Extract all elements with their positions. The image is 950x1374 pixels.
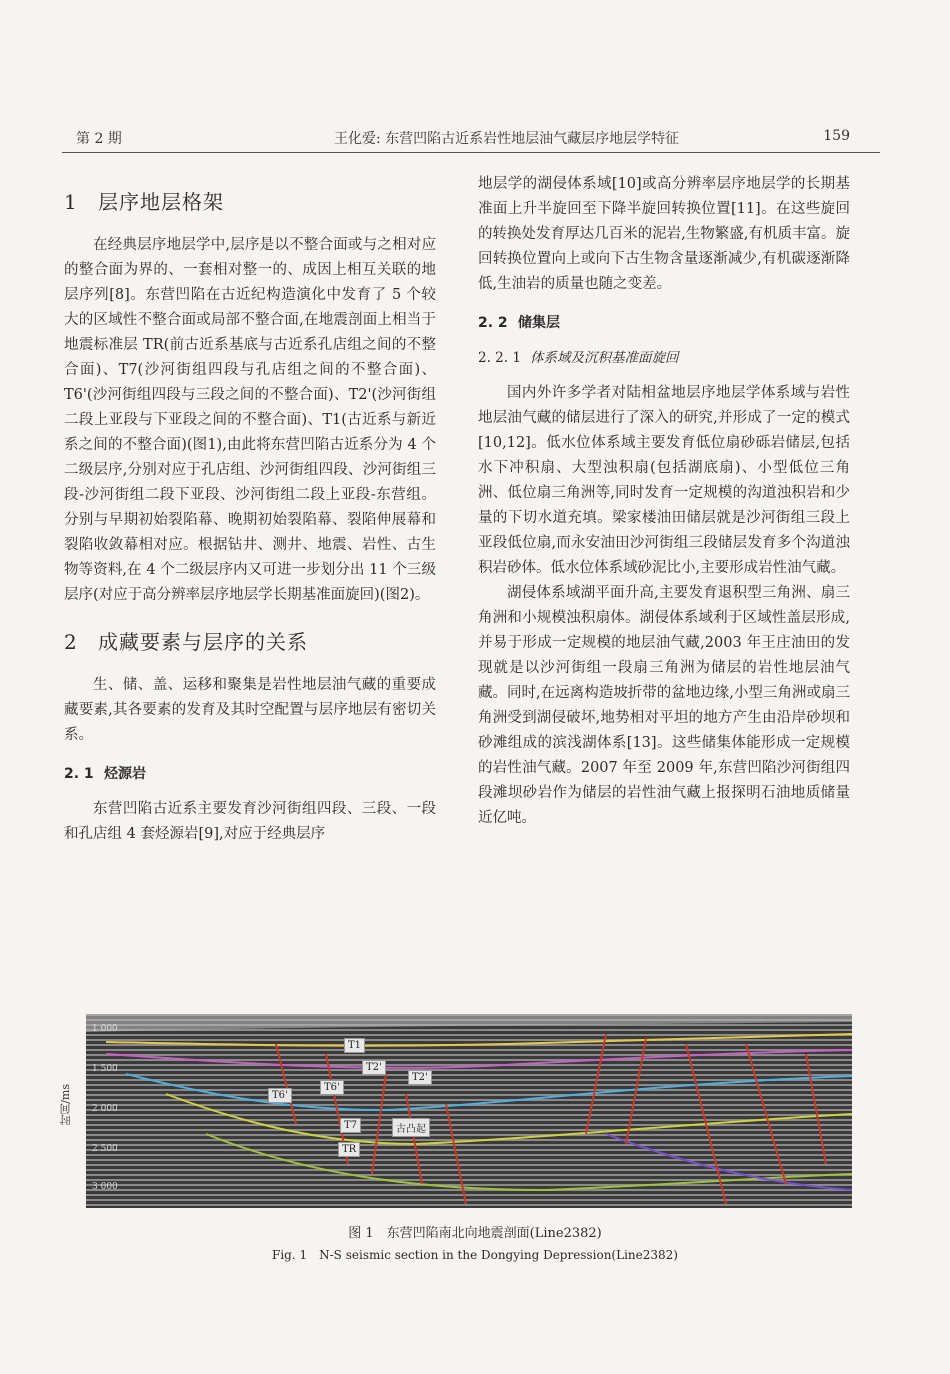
section-2-1-paragraph: 东营凹陷古近系主要发育沙河街组四段、三段、一段和孔店组 4 套烃源岩[9],对应于经典层序 bbox=[64, 801, 436, 842]
label-t7: T7 bbox=[340, 1118, 361, 1133]
section-2-2-1-title: 体系域及沉积基准面旋回 bbox=[530, 350, 679, 366]
section-1-heading bbox=[64, 190, 436, 215]
section-2-title: 成藏要素与层序的关系 bbox=[98, 630, 308, 654]
section-2-2-heading bbox=[478, 311, 850, 336]
label-t2-top: T2' bbox=[362, 1060, 386, 1075]
label-t1: T1 bbox=[344, 1038, 365, 1053]
seismic-section-figure bbox=[86, 1014, 852, 1208]
running-header bbox=[64, 128, 880, 150]
section-1-title: 层序地层格架 bbox=[98, 190, 224, 214]
section-2-1-number: 2. 1 bbox=[64, 766, 94, 782]
y-tick-1000: 1 000 bbox=[92, 1024, 118, 1034]
y-tick-3000: 3 000 bbox=[92, 1182, 118, 1192]
left-column bbox=[64, 172, 436, 847]
label-tr: TR bbox=[338, 1142, 360, 1157]
y-axis-label: 时间/ms bbox=[59, 1084, 72, 1126]
section-1-paragraph: 在经典层序地层学中,层序是以不整合面或与之相对应的整合面为界的、一套相对整一的、成因上相互关联的地层序列[8]。东营凹陷在古近纪构造演化中发育了 5 个较大的区域性不整合面或局部不整合面,在地震剖面上相当于地震标准层 TR(前古近系基底与古近系孔店组之间的不整合面)、T7(沙河街组四段与孔店组之间的不整合面)、T6'(沙河街组四段与三段之间的不整合面)、T2'(沙河街组二段上亚段与下亚段之间的不整合面)、T1(古近系与新近系之间的不整合面)(图1),由此将东营凹陷古近系分为 4 个二级层序,分别对应于孔店组、沙河街组四段、沙河街组三段-沙河街组二段下亚段、沙河街组二段上亚段-东营组。分别与早期初始裂陷幕、晚期初始裂陷幕、裂陷伸展幕和裂陷收敛幕相对应。根据钻井、测井、地震、岩性、古生物等资料,在 4 个二级层序内又可进一步划分出 11 个三级层序(对应于高分辨率层序地层学长期基准面旋回)(图2)。 bbox=[64, 237, 436, 603]
y-tick-1500: 1 500 bbox=[92, 1064, 118, 1074]
page-number: 159 bbox=[823, 128, 850, 144]
right-column bbox=[478, 172, 850, 831]
section-2-2-title: 储集层 bbox=[518, 315, 560, 331]
label-ancient-uplift: 古凸起 bbox=[392, 1118, 430, 1137]
section-2-2-1-paragraph-2: 湖侵体系域湖平面升高,主要发育退积型三角洲、扇三角洲和小规模浊积扇体。湖侵体系域利于区域性盖层形成,并易于形成一定规模的地层油气藏,2003 年王庄油田的发现就是以沙河街组一段扇三角洲为储层的岩性地层油气藏。同时,在远离构造坡折带的盆地边缘,小型三角洲或扇三角洲受到湖侵破坏,地势相对平坦的地方产生由沿岸砂坝和砂滩组成的滨浅湖体系[13]。这些储集体能形成一定规模的岩性油气藏。2007 年至 2009 年,东营凹陷沙河街组四段滩坝砂岩作为储层的岩性油气藏上报探明石油地质储量近亿吨。 bbox=[478, 585, 850, 826]
label-t6-left: T6' bbox=[268, 1088, 292, 1103]
section-2-number: 2 bbox=[64, 630, 78, 654]
issue-number: 第 2 期 bbox=[76, 131, 122, 147]
running-title: 王化爱: 东营凹陷古近系岩性地层油气藏层序地层学特征 bbox=[334, 131, 680, 147]
label-t2-right: T2' bbox=[408, 1070, 432, 1085]
continued-paragraph: 地层学的湖侵体系域[10]或高分辨率层序地层学的长期基准面上升半旋回至下降半旋回转换位置[11]。在这些旋回的转换处发育厚达几百米的泥岩,生物繁盛,有机质丰富。旋回转换位置向上或向下古生物含量逐渐减少,有机碳逐渐降低,生油岩的质量也随之变差。 bbox=[478, 176, 850, 292]
header-rule bbox=[62, 152, 880, 153]
figure-caption-en: Fig. 1 N-S seismic section in the Dongying Depression(Line2382) bbox=[272, 1248, 678, 1262]
section-2-2-number: 2. 2 bbox=[478, 315, 508, 331]
section-2-paragraph: 生、储、盖、运移和聚集是岩性地层油气藏的重要成藏要素,其各要素的发育及其时空配置与层序地层有密切关系。 bbox=[64, 677, 436, 743]
figure-caption-zh: 图 1 东营凹陷南北向地震剖面(Line2382) bbox=[348, 1226, 602, 1241]
seismic-section-image bbox=[86, 1014, 852, 1208]
section-2-2-1-paragraph-1: 国内外许多学者对陆相盆地层序地层学体系域与岩性地层油气藏的储层进行了深入的研究,并形成了一定的模式[10,12]。低水位体系域主要发育低位扇砂砾岩储层,包括水下冲积扇、大型浊积扇(包括湖底扇)、小型低位三角洲、低位扇三角洲等,同时发育一定规模的沟道浊积岩和少量的下切水道充填。梁家楼油田储层就是沙河街组三段上亚段低位扇,而永安油田沙河街组三段储层发育多个沟道浊积岩砂体。低水位体系域砂泥比小,主要形成岩性油气藏。 bbox=[478, 385, 850, 576]
section-2-1-title: 烃源岩 bbox=[104, 766, 146, 782]
section-2-2-1-heading bbox=[478, 346, 850, 371]
y-tick-2000: 2 000 bbox=[92, 1104, 118, 1114]
section-2-1-heading bbox=[64, 762, 436, 787]
y-tick-2500: 2 500 bbox=[92, 1144, 118, 1154]
section-1-number: 1 bbox=[64, 190, 78, 214]
section-2-heading bbox=[64, 630, 436, 655]
label-t6-mid: T6' bbox=[320, 1080, 344, 1095]
section-2-2-1-number: 2. 2. 1 bbox=[478, 350, 521, 366]
